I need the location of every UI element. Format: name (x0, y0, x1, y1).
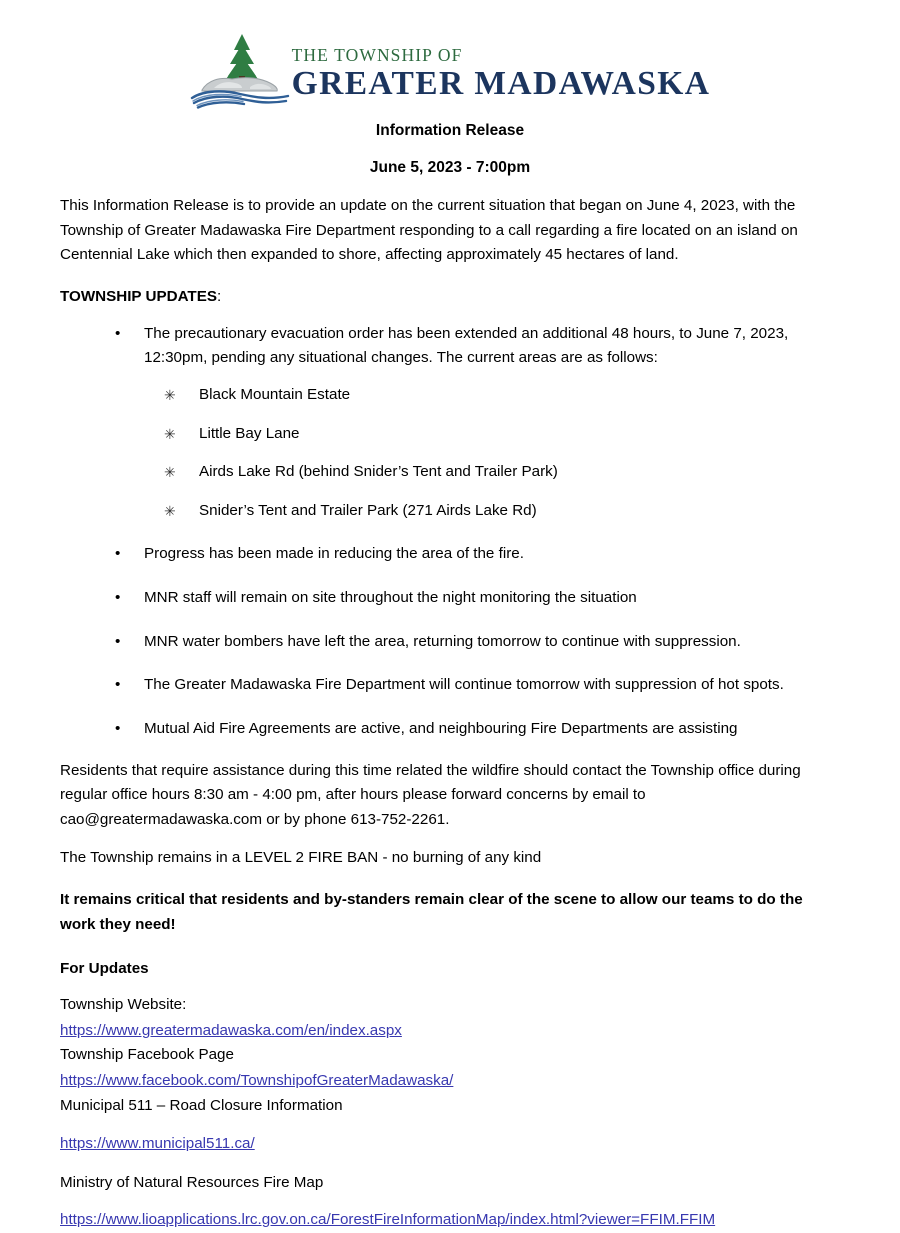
bullet-marker-icon: • (115, 589, 121, 607)
mnr-fire-map-link[interactable]: https://www.lioapplications.lrc.gov.on.ca/ForestFireInformationMap/index.html?viewer=FFIM.FFIM (60, 1211, 716, 1229)
bullet-marker-icon: • (115, 324, 121, 342)
list-item-text: Progress has been made in reducing the area of the fire. (144, 545, 524, 563)
link-label: Municipal 511 – Road Closure Information (60, 1097, 343, 1114)
logo-line-township-of: THE TOWNSHIP OF (291, 45, 463, 65)
bullet-marker-icon: • (115, 545, 121, 563)
asterisk-marker-icon: ✳ (164, 502, 176, 519)
critical-notice: It remains critical that residents and by-standers remain clear of the scene to allow our teams to do the work they need! (60, 891, 803, 933)
bullet-marker-icon: • (115, 719, 121, 737)
facebook-page-link[interactable]: https://www.facebook.com/TownshipofGreaterMadawaska/ (60, 1072, 454, 1090)
intro-paragraph: This Information Release is to provide an update on the current situation that began on June 4, 2023, with the Township of Greater Madawaska Fire Department responding to a call regarding a fire located on an island on Centennial Lake which then expanded to shore, affecting approximately 45 hectares of land. (60, 197, 798, 264)
list-item-text: MNR staff will remain on site throughout the night monitoring the situation (144, 589, 637, 607)
link-group-township-website (60, 993, 840, 1044)
list-item (144, 383, 840, 408)
page-subtitle-datetime: June 5, 2023 - 7:00pm (369, 158, 531, 176)
list-item (60, 322, 840, 524)
page-title: Information Release (375, 122, 525, 139)
evacuation-areas-list (144, 383, 840, 524)
list-item-text: The precautionary evacuation order has been extended an additional 48 hours, to June 7, 2023, 12:30pm, pending any situational changes. The current areas are as follows: (144, 324, 789, 367)
link-row (60, 1018, 840, 1044)
list-item (144, 499, 840, 524)
list-item-text: The Greater Madawaska Fire Department will continue tomorrow with suppression of hot spots. (144, 676, 784, 694)
link-group-municipal511 (60, 1094, 840, 1157)
link-row (60, 1068, 840, 1094)
list-item-text: MNR water bombers have left the area, returning tomorrow to continue with suppression. (144, 632, 741, 650)
link-row (60, 1207, 840, 1233)
asterisk-marker-icon: ✳ (164, 425, 176, 442)
list-item (60, 673, 840, 698)
link-label: Township Facebook Page (60, 1046, 234, 1064)
logo-wordmark (292, 47, 711, 108)
asterisk-marker-icon: ✳ (164, 386, 176, 403)
township-updates-heading-colon: : (216, 288, 222, 306)
link-label: Ministry of Natural Resources Fire Map (60, 1173, 324, 1191)
list-item-text: Airds Lake Rd (behind Snider’s Tent and Trailer Park) (199, 463, 558, 481)
list-item (144, 422, 840, 447)
township-updates-list (60, 322, 840, 742)
list-item-text: Black Mountain Estate (199, 385, 351, 403)
township-updates-heading-text: TOWNSHIP UPDATES (60, 288, 217, 306)
township-crest-icon (190, 30, 298, 110)
township-updates-heading (60, 285, 840, 310)
logo-inner (190, 28, 711, 108)
list-item-text: Mutual Aid Fire Agreements are active, and neighbouring Fire Departments are assisting (144, 719, 738, 737)
bullet-marker-icon: • (115, 632, 121, 650)
assistance-paragraph: Residents that require assistance during this time related the wildfire should contact the Township office during regular office hours 8:30 am - 4:00 pm, after hours please forward concerns by email to cao@greatermadawaska.com or by phone 613-752-2261. (60, 761, 801, 828)
bullet-marker-icon: • (115, 676, 121, 694)
for-updates-heading: For Updates (60, 960, 149, 978)
list-item-text: Snider’s Tent and Trailer Park (271 Airds Lake Rd) (199, 501, 537, 519)
list-item-text: Little Bay Lane (199, 424, 300, 442)
list-item (60, 630, 840, 655)
link-label: Township Website: (60, 995, 187, 1013)
township-website-link[interactable]: https://www.greatermadawaska.com/en/index.aspx (60, 1021, 402, 1039)
link-group-facebook (60, 1043, 840, 1094)
fire-ban-statement: The Township remains in a LEVEL 2 FIRE BAN - no burning of any kind (60, 849, 542, 867)
link-row (60, 1131, 840, 1157)
list-item (60, 542, 840, 567)
list-item (60, 586, 840, 611)
logo-line-greater-madawaska: GREATER MADAWASKA (291, 64, 711, 102)
link-group-mnr-fire-map (60, 1171, 840, 1233)
municipal511-link[interactable]: https://www.municipal511.ca/ (60, 1134, 255, 1152)
asterisk-marker-icon: ✳ (164, 464, 176, 481)
list-item (60, 717, 840, 742)
list-item (144, 460, 840, 485)
township-logo-header (60, 0, 840, 108)
